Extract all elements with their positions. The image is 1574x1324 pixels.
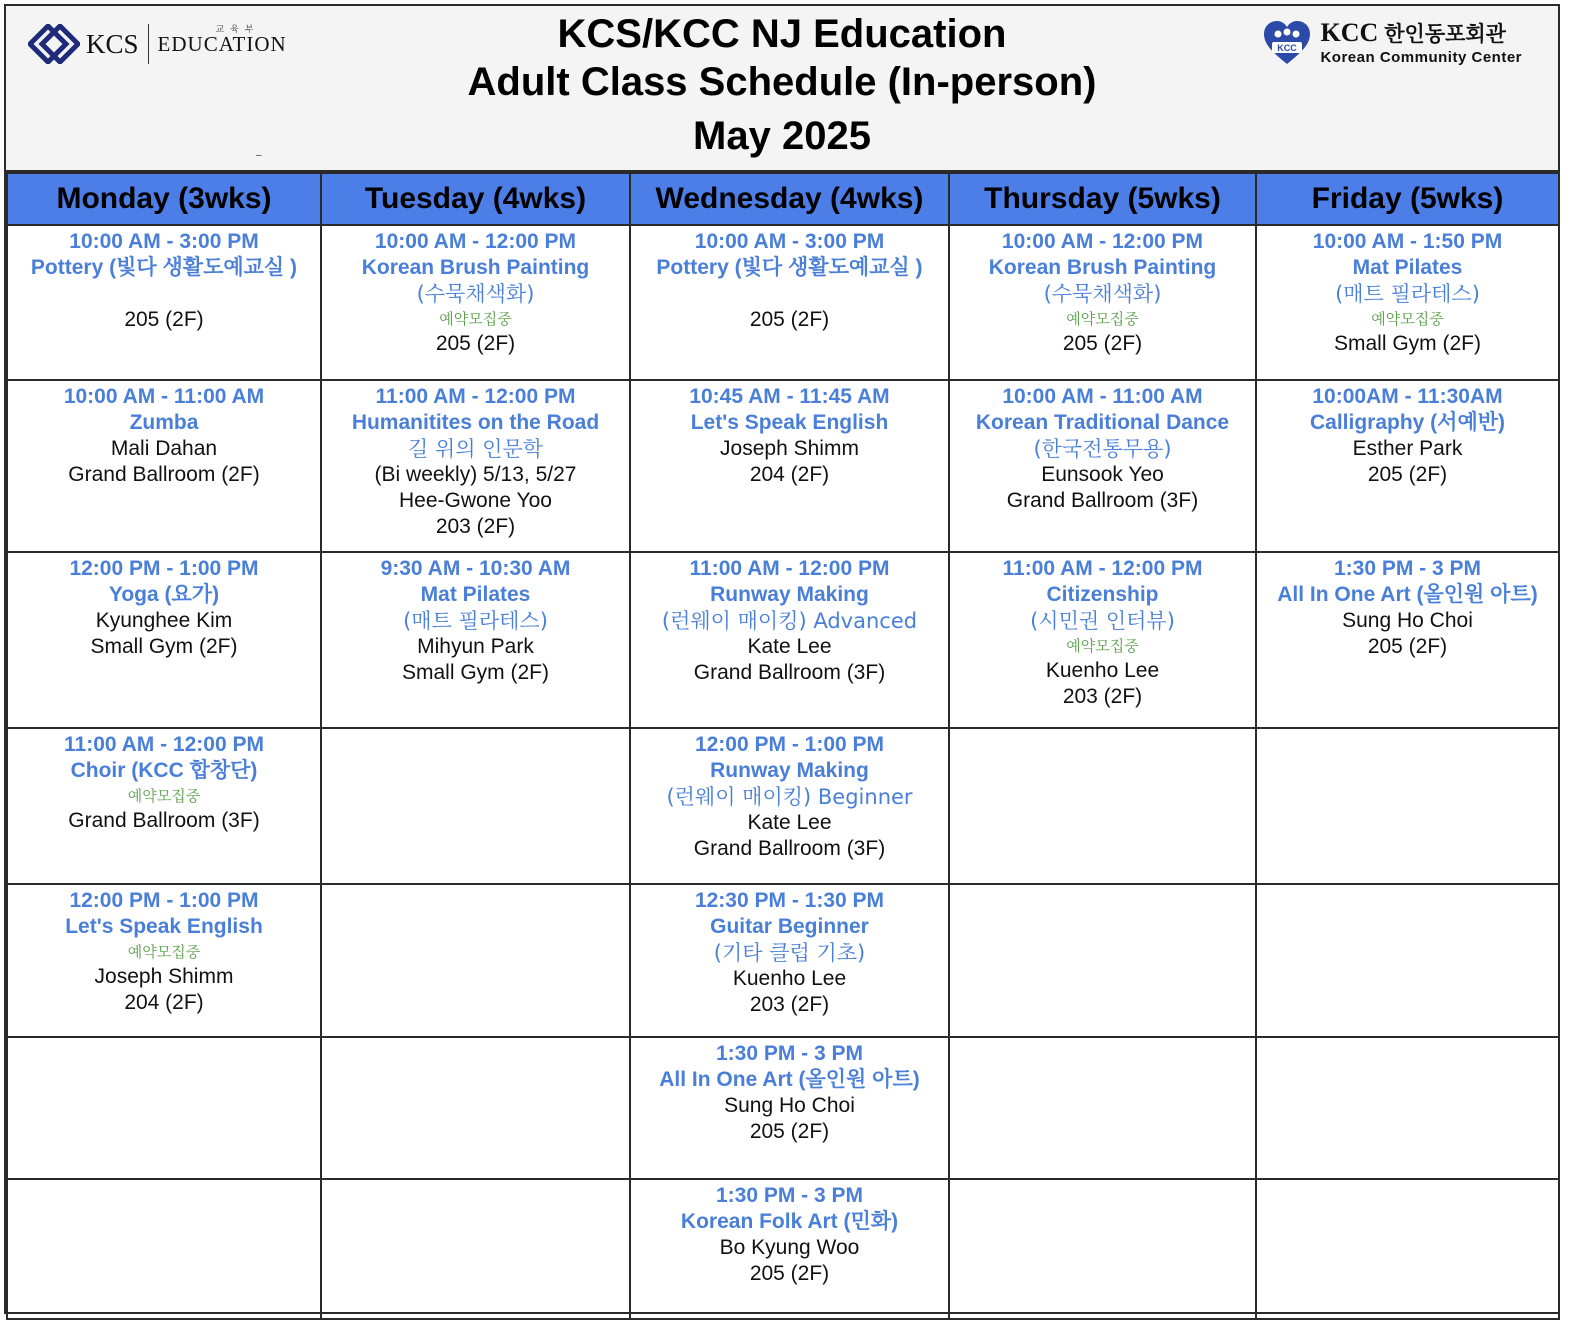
kcc-heart-icon — [1262, 20, 1312, 66]
kcc-logo — [1262, 20, 1522, 66]
class-room: Small Gym (2F) — [402, 661, 549, 684]
class-room: Grand Ballroom (3F) — [693, 661, 886, 684]
class-teacher: Mihyun Park — [417, 635, 534, 658]
class-time: 11:00 AM - 12:00 PM — [375, 385, 576, 408]
day-header-thursday: Thursday (5wks) — [949, 173, 1256, 225]
class-cell — [949, 380, 1256, 552]
svg-text:KCC: KCC — [1277, 43, 1298, 53]
day-header-monday: Monday (3wks) — [7, 173, 321, 225]
empty-cell — [949, 1179, 1256, 1319]
class-cell — [630, 1037, 949, 1179]
reservation-badge: 예약모집중 — [1066, 637, 1139, 655]
class-name: Zumba — [129, 411, 199, 434]
kcs-logo-text: KCS — [86, 28, 139, 59]
class-time: 10:00 AM - 11:00 AM — [63, 385, 265, 408]
class-time: 10:00 AM - 11:00 AM — [1002, 385, 1203, 408]
page-month: May 2025 — [693, 114, 871, 158]
class-teacher: Hee-Gwone Yoo — [399, 489, 552, 512]
class-time: 9:30 AM - 10:30 AM — [380, 557, 571, 580]
class-time: 10:00 AM - 1:50 PM — [1312, 230, 1503, 253]
class-room: 204 (2F) — [124, 991, 204, 1014]
class-name: Let's Speak English — [65, 915, 263, 938]
empty-cell — [949, 728, 1256, 884]
class-name-korean: (매트 필라테스) — [403, 609, 548, 633]
class-name: Mat Pilates — [420, 583, 531, 606]
class-name: Runway Making — [710, 759, 869, 782]
empty-cell — [7, 1037, 321, 1179]
class-name: Calligraphy (서예반) — [1309, 411, 1506, 434]
class-cell — [1256, 380, 1559, 552]
class-name: Citizenship — [1046, 583, 1159, 606]
schedule-row — [7, 380, 1559, 552]
empty-cell — [1256, 884, 1559, 1037]
class-room: 205 (2F) — [1367, 635, 1448, 658]
class-room: Grand Ballroom (3F) — [1006, 489, 1199, 512]
class-room: 203 (2F) — [749, 993, 830, 1016]
class-room: 203 (2F) — [435, 515, 516, 538]
class-name: Runway Making — [710, 583, 869, 606]
class-time: 10:00AM - 11:30AM — [1312, 385, 1503, 408]
class-cell — [321, 552, 630, 728]
empty-cell — [1256, 1037, 1559, 1179]
empty-cell — [321, 728, 630, 884]
class-room: 205 (2F) — [749, 308, 830, 331]
class-name: Pottery (빛다 생활도예교실 ) — [656, 256, 923, 279]
class-time: 10:45 AM - 11:45 AM — [689, 385, 890, 408]
education-logo-text: EDUCATION — [157, 31, 287, 56]
class-cell — [949, 225, 1256, 380]
class-room: 205 (2F) — [435, 332, 516, 355]
class-cell — [630, 884, 949, 1037]
reservation-badge: 예약모집중 — [127, 787, 201, 805]
schedule-page — [4, 4, 1560, 1314]
class-name-korean: (매트 필라테스) — [1335, 282, 1480, 306]
class-teacher: Kate Lee — [747, 811, 832, 834]
class-cell — [7, 225, 321, 380]
class-name: Humanitites on the Road — [351, 411, 600, 434]
class-room: Small Gym (2F) — [90, 635, 238, 658]
class-room: Grand Ballroom (3F) — [693, 837, 886, 860]
class-cell — [321, 380, 630, 552]
class-room: Grand Ballroom (2F) — [68, 463, 260, 486]
class-name: All In One Art (올인원 아트) — [1277, 583, 1538, 606]
kcc-logo-subtitle: Korean Community Center — [1320, 49, 1522, 66]
class-room: 205 (2F) — [749, 1120, 830, 1143]
class-teacher: Sung Ho Choi — [724, 1094, 855, 1117]
class-name: Guitar Beginner — [710, 915, 869, 938]
class-name-korean: (수묵채색화) — [1043, 282, 1162, 306]
class-name: Choir (KCC 합창단) — [70, 759, 258, 782]
kcc-logo-korean: 한인동포회관 — [1384, 22, 1506, 46]
empty-cell — [321, 884, 630, 1037]
class-note: (Bi weekly) 5/13, 5/27 — [374, 463, 577, 486]
reservation-badge: 예약모집중 — [439, 310, 512, 328]
class-teacher: Kate Lee — [747, 635, 832, 658]
logo-sup-text: 교육부 — [215, 23, 260, 34]
class-time: 11:00 AM - 12:00 PM — [64, 733, 264, 756]
class-name: Yoga (요가) — [108, 583, 220, 606]
class-name: Mat Pilates — [1352, 256, 1463, 279]
class-teacher: Eunsook Yeo — [1041, 463, 1164, 486]
class-teacher: Mali Dahan — [110, 437, 218, 460]
schedule-row — [7, 728, 1559, 884]
day-header-tuesday: Tuesday (4wks) — [321, 173, 630, 225]
day-header-friday: Friday (5wks) — [1256, 173, 1559, 225]
class-teacher: Joseph Shimm — [720, 437, 859, 460]
class-cell — [1256, 225, 1559, 380]
class-name: Korean Folk Art (민화) — [680, 1210, 899, 1233]
class-teacher: Bo Kyung Woo — [719, 1236, 860, 1259]
empty-cell — [1256, 728, 1559, 884]
class-cell — [321, 225, 630, 380]
class-name-korean: (기타 클럽 기초) — [713, 941, 866, 965]
reservation-badge: 예약모집중 — [127, 943, 201, 961]
reservation-badge: 예약모집중 — [1066, 310, 1139, 328]
class-time: 11:00 AM - 12:00 PM — [689, 557, 890, 580]
class-name-korean: (시민권 인터뷰) — [1030, 609, 1175, 633]
empty-cell — [949, 884, 1256, 1037]
class-teacher: Sung Ho Choi — [1342, 609, 1473, 632]
class-teacher: Kyunghee Kim — [95, 609, 233, 632]
class-name-korean: (런웨이 매이킹) Beginner — [666, 785, 913, 809]
class-cell — [630, 728, 949, 884]
empty-cell — [321, 1179, 630, 1319]
class-cell — [7, 552, 321, 728]
class-teacher: Kuenho Lee — [1045, 659, 1160, 682]
class-name: Pottery (빛다 생활도예교실 ) — [30, 256, 298, 279]
class-time: 10:00 AM - 3:00 PM — [694, 230, 885, 253]
class-time: 1:30 PM - 3 PM — [715, 1184, 864, 1207]
class-room: 205 (2F) — [1062, 332, 1143, 355]
class-room: 204 (2F) — [749, 463, 830, 486]
schedule-table — [6, 172, 1560, 1320]
class-cell — [7, 884, 321, 1037]
class-name-korean: (수묵채색화) — [416, 282, 535, 306]
page-subtitle: Adult Class Schedule (In-person) — [467, 60, 1097, 104]
class-name-korean: (한국전통무용) — [1033, 437, 1172, 461]
class-time: 12:30 PM - 1:30 PM — [694, 889, 885, 912]
class-room: 205 (2F) — [1367, 463, 1448, 486]
class-room: 205 (2F) — [749, 1262, 830, 1285]
schedule-row — [7, 1179, 1559, 1319]
schedule-row — [7, 552, 1559, 728]
class-cell — [630, 380, 949, 552]
class-room: Grand Ballroom (3F) — [68, 809, 260, 832]
class-teacher: Esther Park — [1352, 437, 1463, 460]
kcc-logo-text: KCC — [1320, 18, 1379, 47]
class-name-korean: (런웨이 매이킹) Advanced — [661, 609, 918, 633]
class-cell — [949, 552, 1256, 728]
day-header-row — [7, 173, 1559, 225]
class-time: 12:00 PM - 1:00 PM — [69, 889, 259, 912]
empty-cell — [949, 1037, 1256, 1179]
class-room: 205 (2F) — [124, 308, 204, 331]
class-name: All In One Art (올인원 아트) — [659, 1068, 920, 1091]
class-cell — [1256, 552, 1559, 728]
class-time: 11:00 AM - 12:00 PM — [1002, 557, 1203, 580]
class-name: Korean Brush Painting — [988, 256, 1217, 279]
schedule-row — [7, 225, 1559, 380]
class-room: 203 (2F) — [1062, 685, 1143, 708]
class-teacher: Joseph Shimm — [94, 965, 234, 988]
empty-cell — [321, 1037, 630, 1179]
class-time: 1:30 PM - 3 PM — [715, 1042, 864, 1065]
header — [6, 6, 1558, 172]
class-name: Korean Traditional Dance — [975, 411, 1230, 434]
class-teacher: Kuenho Lee — [732, 967, 847, 990]
empty-cell — [7, 1179, 321, 1319]
class-cell — [630, 552, 949, 728]
class-time: 10:00 AM - 3:00 PM — [69, 230, 259, 253]
class-time: 12:00 PM - 1:00 PM — [694, 733, 885, 756]
day-header-wednesday: Wednesday (4wks) — [630, 173, 949, 225]
schedule-row — [7, 884, 1559, 1037]
class-time: 1:30 PM - 3 PM — [1333, 557, 1482, 580]
schedule-row — [7, 1037, 1559, 1179]
class-cell — [7, 728, 321, 884]
class-name: Korean Brush Painting — [361, 256, 590, 279]
class-time: 10:00 AM - 12:00 PM — [1001, 230, 1204, 253]
class-cell — [7, 380, 321, 552]
class-room: Small Gym (2F) — [1334, 332, 1481, 355]
header-dash: – — [256, 150, 262, 161]
class-name: Let's Speak English — [690, 411, 889, 434]
class-name-korean: 길 위의 인문학 — [407, 437, 544, 461]
class-cell — [630, 1179, 949, 1319]
class-time: 10:00 AM - 12:00 PM — [374, 230, 577, 253]
reservation-badge: 예약모집중 — [1371, 310, 1444, 328]
class-cell — [630, 225, 949, 380]
class-time: 12:00 PM - 1:00 PM — [69, 557, 259, 580]
empty-cell — [1256, 1179, 1559, 1319]
page-title: KCS/KCC NJ Education — [557, 12, 1007, 56]
